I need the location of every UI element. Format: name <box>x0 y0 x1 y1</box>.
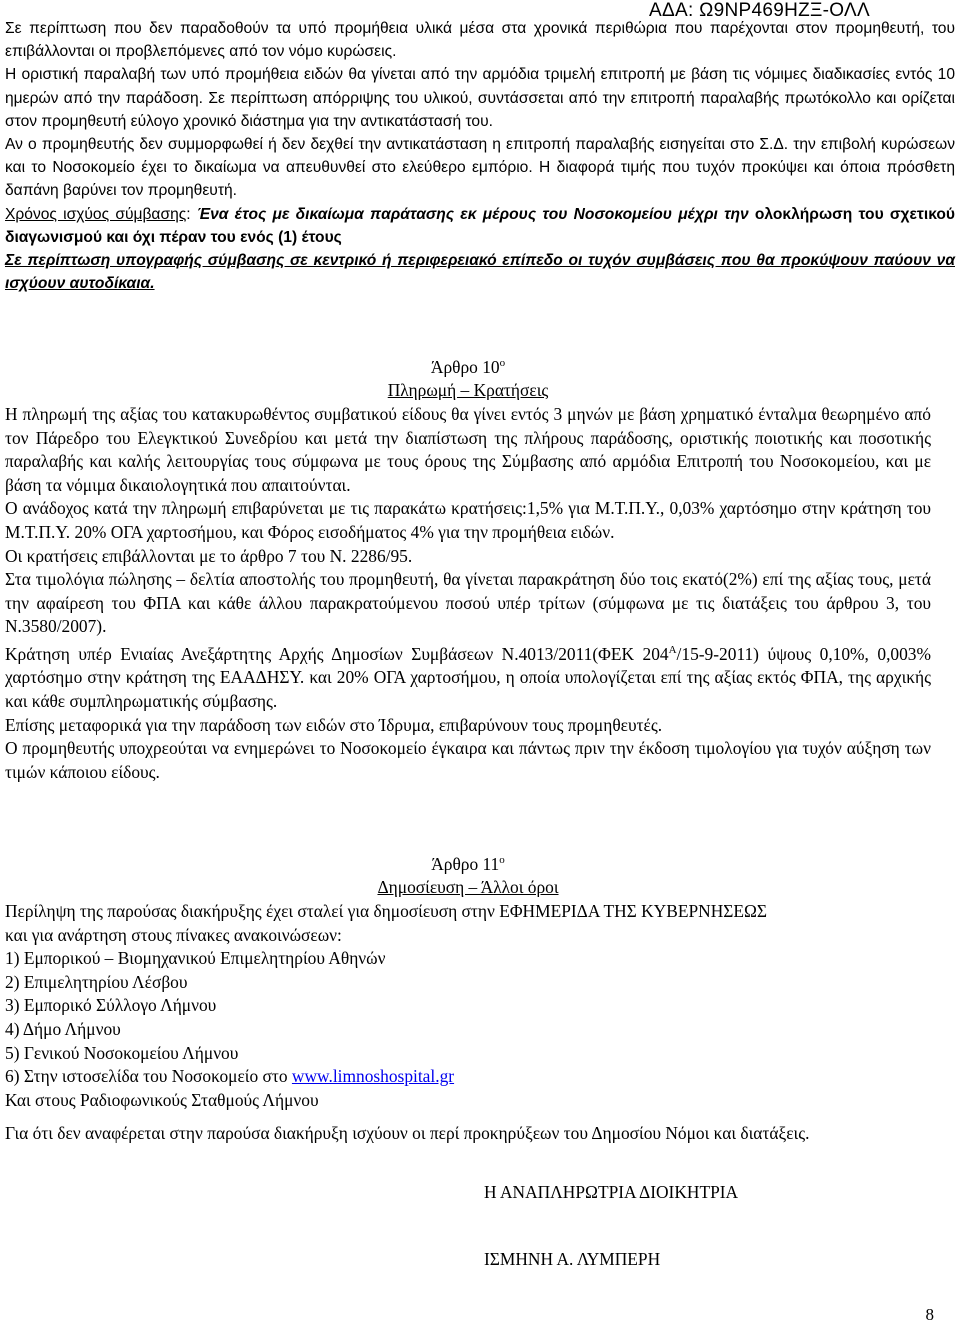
non-compliance-paragraph: Αν ο προμηθευτής δεν συμμορφωθεί ή δεν δεχθεί την αντικατάσταση η επιτροπή παραλαβής εισηγείται στο Σ.Δ. την επιβολή κυρώσεων και το Νοσοκομείο έχει το δικαίωμα να απευθυνθεί στο ελεύθερο εμπόριο. Η διαφορά τιμής που τυχόν προκύψει και όποια πρόσθετη δαπάνη βαρύνει τον προμηθευτή. <box>5 136 955 200</box>
contract-duration-limit: ολοκλήρωση του σχετικού διαγωνισμού και όχι πέραν του ενός (1) έτους <box>5 205 955 246</box>
central-contract-clause: Σε περίπτωση υπογραφής σύμβασης σε κεντρικό ή περιφερειακό επίπεδο οι τυχόν συμβάσεις που θα προκύψουν παύουν να ισχύουν αυτοδίκαια. <box>5 252 955 293</box>
procurement-authority-sup: Α <box>668 643 677 656</box>
list-item <box>5 1065 931 1089</box>
signatory-name: ΙΣΜΗΝΗ Α. ΛΥΜΠΕΡΗ <box>484 1249 661 1269</box>
article-10 <box>5 352 931 784</box>
deductions-law-paragraph: Οι κρατήσεις επιβάλλονται με το άρθρο 7 του Ν. 2286/95. <box>5 545 413 566</box>
delivery-terms-section <box>5 17 955 295</box>
article-10-number: Άρθρο 10 <box>430 356 500 377</box>
signatory-title: Η ΑΝΑΠΛΗΡΩΤΡΙΑ ΔΙΟΙΚΗΤΡΙΑ <box>484 1182 739 1202</box>
list-item: 5) Γενικού Νοσοκομείου Λήμνου <box>5 1042 239 1063</box>
contract-duration-paragraph <box>5 203 955 249</box>
procurement-authority-text-a: Κράτηση υπέρ Ενιαίας Ανεξάρτητης Αρχής Δημοσίων Συμβάσεων Ν.4013/2011(ΦΕΚ 204 <box>5 643 669 664</box>
price-increase-paragraph: Ο προμηθευτής υποχρεούται να ενημερώνει το Νοσοκομείο έγκαιρα και πάντως πριν την έκδοση τιμολογίου για τυχόν αύξηση των τιμών κάποιου είδους. <box>5 738 931 782</box>
article-11 <box>5 849 931 1146</box>
article-10-heading: Πληρωμή – Κρατήσεις <box>387 380 549 401</box>
final-acceptance-paragraph: Η οριστική παραλαβή των υπό προμήθεια ειδών θα γίνεται από την αρμόδια τριμελή επιτροπή με βάση τις νόμιμες διαδικασίες εντός 10 ημερών από την παράδοση. Σε περίπτωση απόρριψης του υλικού, συντάσσεται από την επιτροπή παραλαβής πρωτόκολλο και ορίζεται στον προμηθευτή εύλογο χρονικό διάστημα για την αντικατάστασή του. <box>5 66 955 130</box>
list-item: 4) Δήμο Λήμνου <box>5 1018 121 1039</box>
contract-duration-label: Χρόνος ισχύος σύμβασης <box>5 205 187 223</box>
ada-code: ΑΔΑ: Ω9ΝΡ469ΗΖΞ-ΟΛΛ <box>649 0 870 21</box>
article-11-number: Άρθρο 11 <box>431 853 500 874</box>
procurement-authority-text-b: /15-9-2011) ύψους 0,10%, 0,003% χαρτόσημο στην κράτηση της ΕΑΑΔΗΣΥ. και 20% ΟΓΑ χαρτοσήμου, η οποία υπολογίζεται επί της αξίας εκτός ΦΠΑ, της αρχικής και κάθε συμπληρωματικής σύμβασης. <box>5 643 931 711</box>
payment-paragraph: Η πληρωμή της αξίας του κατακυρωθέντος συμβατικού είδους θα γίνει εντός 3 μηνών με βάση χρηματικό ένταλμα θεωρημένο από τον Πάρεδρο του Ελεγκτικού Συνεδρίου και μετά την διαπίστωση της πλήρους παράδοσης, οριστικής ποιοτικής και ποσοτικής παραλαβής και καλής λειτουργίας τους σύμφωνα με τους όρους της Σύμβασης από αρμόδια Επιτροπή του Νοσοκομείου, και με βάση τα νόμιμα δικαιολογητικά που απαιτούνται. <box>5 403 931 495</box>
article-11-title <box>5 849 931 876</box>
article-11-ordinal: ο <box>499 854 505 866</box>
withholding-paragraph: Στα τιμολόγια πώλησης – δελτία αποστολής του προμηθευτή, θα γίνεται παρακράτηση δύο τοις εκατό(2%) επί της αξίας τους, μετά την αφαίρεση του ΦΠΑ και κάθε άλλου παρακρατούμενου ποσού υπέρ τρίτων (σύμφωνα με τις διατάξεις του άρθρου 3, του Ν.3580/2007). <box>5 569 931 637</box>
posting-intro: και για ανάρτηση στους πίνακες ανακοινώσεων: <box>5 924 342 945</box>
article-10-ordinal: ο <box>499 357 506 369</box>
article-11-heading: Δημοσίευση – Άλλοι όροι <box>377 877 559 898</box>
contract-duration-term: Ένα έτος με δικαίωμα παράτασης εκ μέρους του Νοσοκομείου μέχρι την <box>196 205 749 223</box>
procurement-authority-paragraph <box>5 639 931 714</box>
article-10-title <box>5 352 931 379</box>
deductions-paragraph: Ο ανάδοχος κατά την πληρωμή επιβαρύνεται με τις παρακάτω κρατήσεις:1,5% για Μ.Τ.Π.Υ., 0,03% χαρτόσημο στην κράτηση του Μ.Τ.Π.Υ. 20% ΟΓΑ χαρτοσήμου, και Φόρος εισοδήματος 4% για την προμήθεια ειδών. <box>5 498 931 542</box>
publication-intro: Περίληψη της παρούσας διακήρυξης έχει σταλεί για δημοσίευση στην ΕΦΗΜΕΡΙΔΑ ΤΗΣ ΚΥΒΕΡΝΗΣΕΩΣ <box>5 900 768 921</box>
radio-stations-line: Και στους Ραδιοφωνικούς Σταθμούς Λήμνου <box>5 1089 319 1110</box>
list-item: 2) Επιμελητηρίου Λέσβου <box>5 971 188 992</box>
website-item-text: 6) Στην ιστοσελίδα του Νοσοκομείο στο <box>5 1066 292 1087</box>
contract-duration-separator: : <box>186 205 197 223</box>
hospital-website-link[interactable]: www.limnoshospital.gr <box>291 1066 455 1087</box>
transport-costs-paragraph: Επίσης μεταφορικά για την παράδοση των ειδών στο Ίδρυμα, επιβαρύνουν τους προμηθευτές. <box>5 714 663 735</box>
list-item: 3) Εμπορικό Σύλλογο Λήμνου <box>5 995 217 1016</box>
penalty-paragraph: Σε περίπτωση που δεν παραδοθούν τα υπό προμήθεια υλικά μέσα στα χρονικά περιθώρια που παρέχονται στον προμηθευτή, του επιβάλλονται οι προβλεπόμενες από τον νόμο κυρώσεις. <box>5 20 955 61</box>
list-item: 1) Εμπορικού – Βιομηχανικού Επιμελητηρίου Αθηνών <box>5 948 386 969</box>
page-number: 8 <box>925 1305 934 1324</box>
closing-paragraph: Για ότι δεν αναφέρεται στην παρούσα διακήρυξη ισχύουν οι περί προκηρύξεων του Δημοσίου Νόμοι και διατάξεις. <box>5 1123 810 1144</box>
